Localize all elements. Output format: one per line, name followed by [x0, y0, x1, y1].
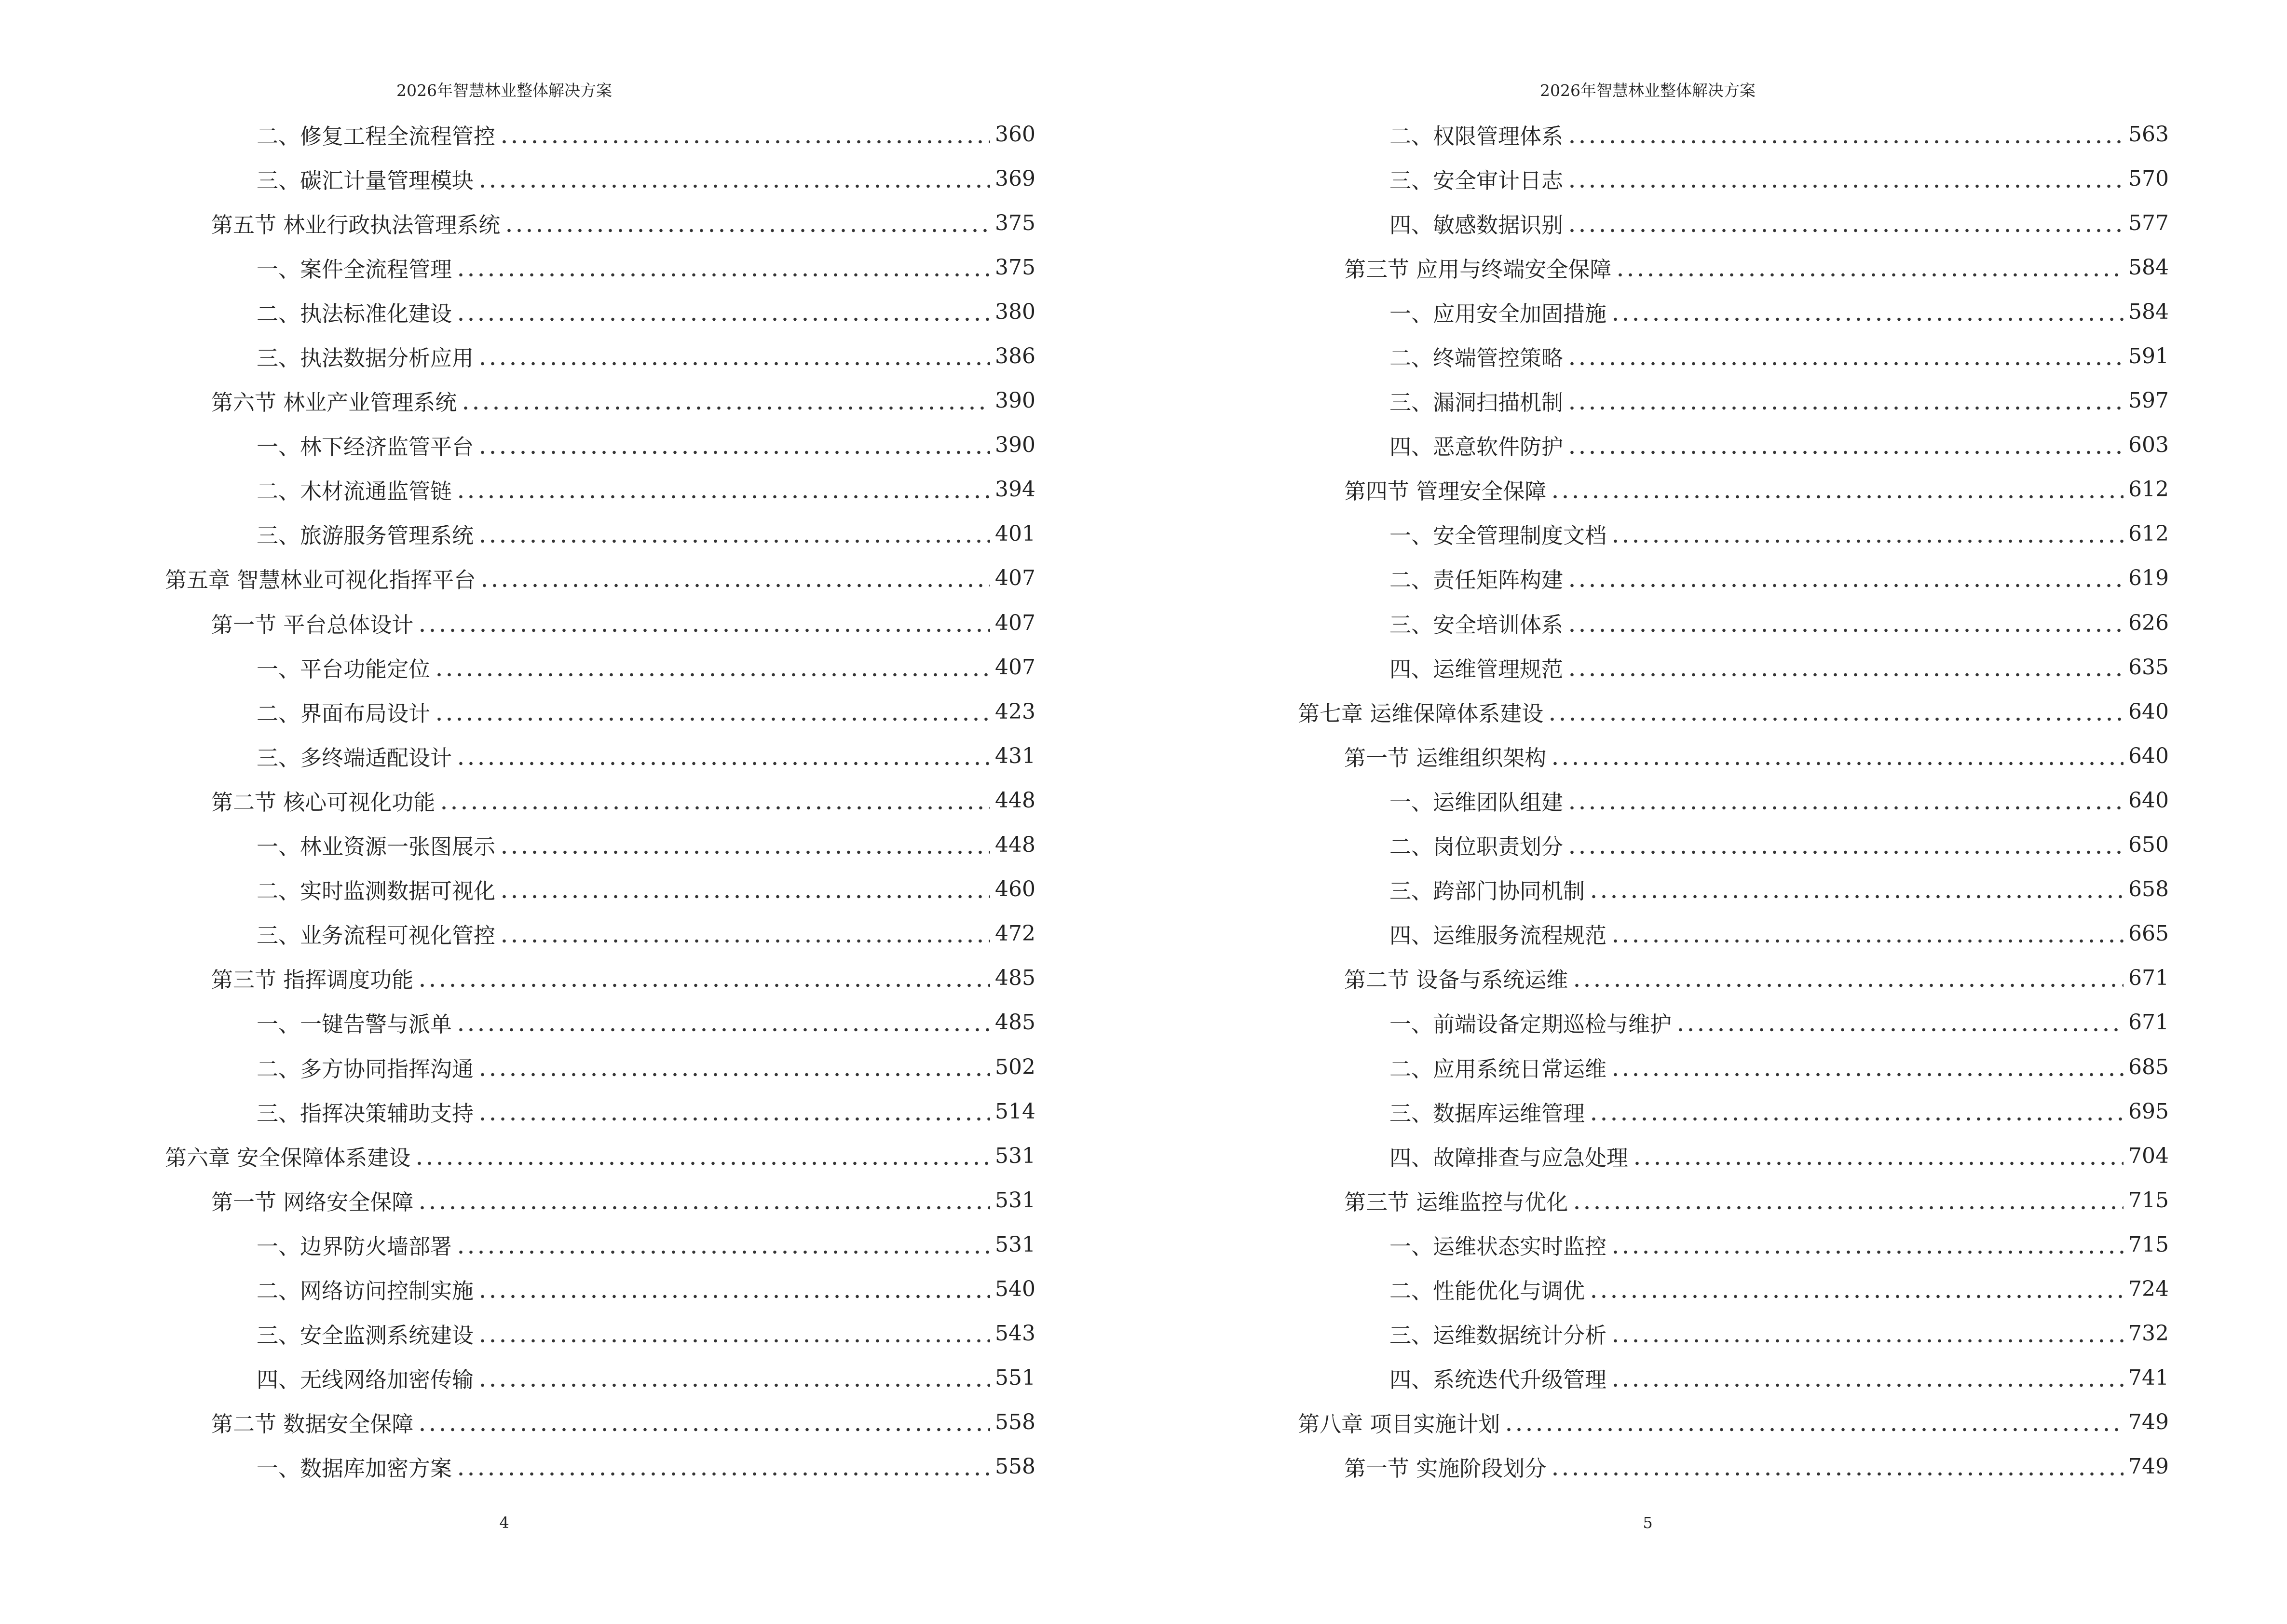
- toc-entry-page: 472: [995, 921, 1035, 946]
- toc-entry-page: 665: [2128, 921, 2169, 946]
- toc-entry-page: 570: [2128, 166, 2169, 191]
- toc-entry-label: 一、案件全流程管理: [257, 256, 452, 282]
- toc-chapter[interactable]: [1298, 689, 2169, 734]
- toc-entry-page: 375: [995, 255, 1035, 280]
- toc-entry-page: 603: [2128, 433, 2169, 458]
- toc-entry-page: 671: [2128, 1010, 2169, 1035]
- toc-entry-label: 一、运维状态实时监控: [1389, 1233, 1607, 1259]
- toc-entry-label: 二、权限管理体系: [1389, 123, 1564, 149]
- toc-entry-page: 612: [2128, 521, 2169, 546]
- dot-leader: [1567, 212, 2124, 234]
- toc-entry-page: 485: [995, 1010, 1035, 1035]
- toc-entry-page: 448: [995, 788, 1035, 813]
- toc-item[interactable]: [1298, 912, 2169, 956]
- dot-leader: [1567, 612, 2124, 634]
- toc-entry-label: 二、岗位职责划分: [1389, 834, 1564, 860]
- toc-entry-label: 一、林业资源一张图展示: [257, 834, 496, 860]
- toc-entry-page: 749: [2128, 1454, 2169, 1479]
- toc-entry-label: 二、责任矩阵构建: [1389, 567, 1564, 593]
- toc-item[interactable]: [165, 1000, 1035, 1045]
- dot-leader: [434, 701, 990, 723]
- dot-leader: [1615, 257, 2124, 278]
- toc-entry-page: 640: [2128, 743, 2169, 768]
- toc-entry-page: 394: [995, 477, 1035, 502]
- toc-entry-page: 597: [2128, 388, 2169, 413]
- dot-leader: [456, 745, 990, 767]
- toc-item[interactable]: [1298, 823, 2169, 867]
- toc-entry-page: 704: [2128, 1143, 2169, 1168]
- dot-leader: [434, 656, 990, 678]
- toc-entry-label: 二、木材流通监管链: [257, 478, 452, 505]
- toc-entry-label: 三、运维数据统计分析: [1389, 1323, 1607, 1349]
- toc-entry-label: 第八章 项目实施计划: [1298, 1411, 1500, 1437]
- dot-leader: [499, 834, 990, 856]
- toc-item[interactable]: [1298, 112, 2169, 156]
- dot-leader: [1610, 1234, 2124, 1256]
- toc-list: [1298, 112, 2169, 1489]
- toc-entry-label: 三、跨部门协同机制: [1389, 878, 1585, 904]
- dot-leader: [1572, 1189, 2124, 1211]
- toc-entry-label: 一、数据库加密方案: [257, 1456, 452, 1482]
- toc-entry-page: 407: [995, 655, 1035, 680]
- dot-leader: [1567, 390, 2124, 411]
- toc-item[interactable]: [165, 423, 1035, 467]
- toc-entry-label: 第二节 设备与系统运维: [1344, 967, 1568, 993]
- toc-entry-page: 640: [2128, 788, 2169, 813]
- dot-leader: [1567, 168, 2124, 190]
- toc-item[interactable]: [165, 512, 1035, 556]
- toc-entry-page: 650: [2128, 832, 2169, 858]
- toc-item[interactable]: [165, 334, 1035, 378]
- toc-item[interactable]: [1298, 1133, 2169, 1178]
- toc-entry-page: 724: [2128, 1276, 2169, 1301]
- toc-item[interactable]: [1298, 512, 2169, 556]
- dot-leader: [417, 1189, 990, 1211]
- toc-chapter[interactable]: [1298, 1400, 2169, 1445]
- toc-entry-page: 695: [2128, 1099, 2169, 1124]
- toc-entry-label: 四、无线网络加密传输: [257, 1367, 474, 1393]
- toc-item[interactable]: [165, 823, 1035, 867]
- toc-entry-page: 584: [2128, 299, 2169, 324]
- toc-chapter[interactable]: [165, 556, 1035, 600]
- dot-leader: [1567, 434, 2124, 456]
- toc-entry-label: 第六节 林业产业管理系统: [211, 390, 457, 416]
- dot-leader: [1550, 478, 2124, 500]
- toc-entry-page: 540: [995, 1276, 1035, 1301]
- toc-entry-label: 二、实时监测数据可视化: [257, 878, 496, 904]
- toc-entry-label: 第二节 核心可视化功能: [211, 789, 436, 815]
- toc-entry-page: 386: [995, 344, 1035, 369]
- toc-entry-label: 二、执法标准化建设: [257, 300, 452, 327]
- dot-leader: [477, 345, 990, 367]
- toc-entry-page: 741: [2128, 1365, 2169, 1391]
- toc-entry-label: 二、网络访问控制实施: [257, 1278, 474, 1304]
- toc-entry-label: 第一节 实施阶段划分: [1344, 1456, 1547, 1482]
- toc-entry-page: 658: [2128, 877, 2169, 902]
- toc-item[interactable]: [165, 1445, 1035, 1489]
- toc-entry-label: 三、安全审计日志: [1389, 167, 1564, 193]
- dot-leader: [1567, 656, 2124, 678]
- dot-leader: [1589, 878, 2124, 900]
- toc-entry-page: 531: [995, 1187, 1035, 1213]
- toc-entry-page: 423: [995, 699, 1035, 724]
- toc-entry-page: 591: [2128, 344, 2169, 369]
- toc-item[interactable]: [1298, 1267, 2169, 1311]
- toc-entry-label: 三、多终端适配设计: [257, 745, 452, 771]
- dot-leader: [417, 612, 990, 634]
- toc-entry-page: 584: [2128, 255, 2169, 280]
- toc-entry-page: 671: [2128, 966, 2169, 991]
- toc-entry-page: 380: [995, 299, 1035, 324]
- dot-leader: [456, 1456, 990, 1477]
- dot-leader: [477, 1278, 990, 1300]
- toc-entry-page: 715: [2128, 1187, 2169, 1213]
- page-number: 5: [1643, 1514, 1653, 1532]
- toc-entry-label: 三、安全培训体系: [1389, 612, 1564, 638]
- toc-item[interactable]: [165, 1222, 1035, 1267]
- toc-entry-label: 第三节 应用与终端安全保障: [1344, 256, 1612, 282]
- toc-item[interactable]: [165, 289, 1035, 334]
- toc-item[interactable]: [1298, 778, 2169, 822]
- toc-entry-label: 四、系统迭代升级管理: [1389, 1367, 1607, 1393]
- toc-section[interactable]: [165, 201, 1035, 245]
- toc-entry-label: 第六章 安全保障体系建设: [165, 1145, 411, 1171]
- toc-entry-label: 一、前端设备定期巡检与维护: [1389, 1011, 1672, 1037]
- toc-entry-label: 第五节 林业行政执法管理系统: [211, 212, 501, 238]
- dot-leader: [414, 1145, 990, 1167]
- toc-entry-page: 543: [995, 1321, 1035, 1346]
- toc-entry-page: 685: [2128, 1054, 2169, 1079]
- dot-leader: [477, 1101, 990, 1122]
- toc-item[interactable]: [1298, 1356, 2169, 1400]
- toc-entry-label: 三、数据库运维管理: [1389, 1100, 1585, 1126]
- dot-leader: [456, 257, 990, 278]
- dot-leader: [1610, 923, 2124, 944]
- toc-item[interactable]: [165, 467, 1035, 512]
- toc-entry-label: 二、多方协同指挥沟通: [257, 1056, 474, 1082]
- toc-entry-label: 一、应用安全加固措施: [1389, 300, 1607, 327]
- toc-entry-label: 二、界面布局设计: [257, 700, 431, 726]
- toc-item[interactable]: [165, 1089, 1035, 1133]
- toc-item[interactable]: [1298, 289, 2169, 334]
- toc-entry-label: 一、安全管理制度文档: [1389, 523, 1607, 549]
- toc-item[interactable]: [1298, 334, 2169, 378]
- dot-leader: [499, 923, 990, 944]
- dot-leader: [499, 123, 990, 145]
- toc-entry-page: 558: [995, 1410, 1035, 1435]
- toc-section[interactable]: [1298, 734, 2169, 778]
- toc-entry-label: 二、终端管控策略: [1389, 345, 1564, 371]
- page-right: [1144, 0, 2287, 1624]
- toc-entry-label: 第二节 数据安全保障: [211, 1411, 414, 1437]
- toc-entry-page: 551: [995, 1365, 1035, 1391]
- toc-item[interactable]: [1298, 645, 2169, 689]
- dot-leader: [477, 1056, 990, 1078]
- toc-entry-page: 635: [2128, 655, 2169, 680]
- toc-item[interactable]: [165, 645, 1035, 689]
- toc-entry-label: 第一节 平台总体设计: [211, 612, 414, 638]
- toc-entry-label: 三、安全监测系统建设: [257, 1323, 474, 1349]
- dot-leader: [477, 434, 990, 456]
- toc-item[interactable]: [165, 689, 1035, 734]
- toc-section[interactable]: [165, 379, 1035, 423]
- dot-leader: [1632, 1145, 2124, 1167]
- toc-item[interactable]: [1298, 600, 2169, 645]
- toc-entry-label: 第五章 智慧林业可视化指挥平台: [165, 567, 476, 593]
- toc-entry-label: 第一节 网络安全保障: [211, 1189, 414, 1215]
- toc-item[interactable]: [165, 1311, 1035, 1356]
- toc-section[interactable]: [165, 778, 1035, 822]
- dot-leader: [1589, 1101, 2124, 1122]
- toc-item[interactable]: [165, 245, 1035, 289]
- toc-entry-page: 612: [2128, 477, 2169, 502]
- toc-entry-label: 三、旅游服务管理系统: [257, 523, 474, 549]
- dot-leader: [1610, 1367, 2124, 1389]
- toc-entry-page: 732: [2128, 1321, 2169, 1346]
- dot-leader: [477, 1323, 990, 1344]
- page-number: 4: [499, 1514, 509, 1532]
- toc-entry-page: 375: [995, 210, 1035, 235]
- toc-entry-page: 619: [2128, 566, 2169, 591]
- dot-leader: [1610, 301, 2124, 323]
- toc-entry-label: 三、业务流程可视化管控: [257, 923, 496, 949]
- toc-item[interactable]: [1298, 423, 2169, 467]
- toc-entry-label: 第三节 运维监控与优化: [1344, 1189, 1568, 1215]
- toc-entry-page: 531: [995, 1143, 1035, 1168]
- toc-entry-label: 二、应用系统日常运维: [1389, 1056, 1607, 1082]
- toc-item[interactable]: [165, 734, 1035, 778]
- toc-entry-page: 360: [995, 122, 1035, 147]
- toc-item[interactable]: [165, 112, 1035, 156]
- dot-leader: [439, 790, 990, 811]
- dot-leader: [1567, 834, 2124, 856]
- toc-list: [165, 112, 1035, 1489]
- toc-entry-label: 三、漏洞扫描机制: [1389, 390, 1564, 416]
- dot-leader: [504, 212, 990, 234]
- dot-leader: [417, 1411, 990, 1433]
- dot-leader: [456, 1011, 990, 1033]
- toc-item[interactable]: [1298, 1222, 2169, 1267]
- toc-item[interactable]: [1298, 1089, 2169, 1133]
- dot-leader: [1567, 123, 2124, 145]
- toc-item[interactable]: [165, 912, 1035, 956]
- dot-leader: [461, 390, 990, 411]
- dot-leader: [1610, 523, 2124, 545]
- toc-entry-label: 三、执法数据分析应用: [257, 345, 474, 371]
- toc-section[interactable]: [165, 956, 1035, 1000]
- toc-entry-page: 640: [2128, 699, 2169, 724]
- toc-section[interactable]: [1298, 1445, 2169, 1489]
- toc-entry-page: 407: [995, 610, 1035, 635]
- toc-section[interactable]: [1298, 467, 2169, 512]
- toc-entry-page: 431: [995, 743, 1035, 768]
- toc-entry-page: 749: [2128, 1410, 2169, 1435]
- toc-item[interactable]: [1298, 379, 2169, 423]
- toc-section[interactable]: [1298, 1178, 2169, 1222]
- dot-leader: [1610, 1056, 2124, 1078]
- toc-item[interactable]: [1298, 1311, 2169, 1356]
- toc-entry-label: 一、运维团队组建: [1389, 789, 1564, 815]
- dot-leader: [456, 478, 990, 500]
- toc-item[interactable]: [165, 1356, 1035, 1400]
- toc-item[interactable]: [165, 156, 1035, 201]
- toc-entry-label: 一、平台功能定位: [257, 656, 431, 682]
- toc-item[interactable]: [1298, 1045, 2169, 1089]
- toc-entry-label: 三、指挥决策辅助支持: [257, 1100, 474, 1126]
- toc-entry-label: 一、林下经济监管平台: [257, 434, 474, 460]
- dot-leader: [1550, 745, 2124, 767]
- toc-item[interactable]: [165, 1267, 1035, 1311]
- dot-leader: [477, 1367, 990, 1389]
- toc-entry-label: 二、性能优化与调优: [1389, 1278, 1585, 1304]
- toc-entry-label: 第三节 指挥调度功能: [211, 967, 414, 993]
- toc-entry-page: 563: [2128, 122, 2169, 147]
- toc-entry-label: 四、恶意软件防护: [1389, 434, 1564, 460]
- toc-item[interactable]: [1298, 867, 2169, 912]
- toc-entry-page: 401: [995, 521, 1035, 546]
- toc-section[interactable]: [165, 600, 1035, 645]
- toc-entry-page: 390: [995, 388, 1035, 413]
- toc-entry-label: 第七章 运维保障体系建设: [1298, 700, 1544, 726]
- toc-section[interactable]: [1298, 956, 2169, 1000]
- toc-entry-label: 四、敏感数据识别: [1389, 212, 1564, 238]
- toc-entry-label: 第一节 运维组织架构: [1344, 745, 1547, 771]
- toc-entry-page: 514: [995, 1099, 1035, 1124]
- toc-entry-label: 一、边界防火墙部署: [257, 1233, 452, 1259]
- toc-entry-label: 四、运维管理规范: [1389, 656, 1564, 682]
- toc-item[interactable]: [165, 867, 1035, 912]
- dot-leader: [1675, 1011, 2124, 1033]
- dot-leader: [456, 1234, 990, 1256]
- dot-leader: [417, 967, 990, 989]
- dot-leader: [1504, 1411, 2124, 1433]
- toc-entry-page: 558: [995, 1454, 1035, 1479]
- toc-entry-page: 407: [995, 566, 1035, 591]
- dot-leader: [499, 878, 990, 900]
- dot-leader: [1589, 1278, 2124, 1300]
- dot-leader: [456, 301, 990, 323]
- toc-entry-page: 626: [2128, 610, 2169, 635]
- toc-entry-label: 一、一键告警与派单: [257, 1011, 452, 1037]
- toc-item[interactable]: [165, 1045, 1035, 1089]
- toc-entry-page: 577: [2128, 210, 2169, 235]
- toc-entry-page: 460: [995, 877, 1035, 902]
- toc-entry-label: 四、故障排查与应急处理: [1389, 1145, 1629, 1171]
- dot-leader: [477, 523, 990, 545]
- toc-item[interactable]: [1298, 556, 2169, 600]
- dot-leader: [1547, 701, 2124, 723]
- toc-entry-label: 三、碳汇计量管理模块: [257, 167, 474, 193]
- toc-entry-label: 四、运维服务流程规范: [1389, 923, 1607, 949]
- dot-leader: [1567, 790, 2124, 811]
- toc-entry-label: 第四节 管理安全保障: [1344, 478, 1547, 505]
- toc-item[interactable]: [1298, 156, 2169, 201]
- toc-section[interactable]: [1298, 245, 2169, 289]
- dot-leader: [1567, 345, 2124, 367]
- toc-entry-page: 369: [995, 166, 1035, 191]
- dot-leader: [1572, 967, 2124, 989]
- dot-leader: [1567, 567, 2124, 589]
- page-header: 2026年智慧林业整体解决方案: [396, 81, 612, 100]
- toc-section[interactable]: [165, 1178, 1035, 1222]
- toc-entry-page: 715: [2128, 1232, 2169, 1257]
- toc-chapter[interactable]: [165, 1133, 1035, 1178]
- page-header: 2026年智慧林业整体解决方案: [1540, 81, 1756, 100]
- toc-entry-page: 485: [995, 966, 1035, 991]
- dot-leader: [1610, 1323, 2124, 1344]
- toc-entry-label: 二、修复工程全流程管控: [257, 123, 496, 149]
- dot-leader: [1550, 1456, 2124, 1477]
- toc-entry-page: 390: [995, 433, 1035, 458]
- dot-leader: [479, 567, 990, 589]
- toc-entry-page: 448: [995, 832, 1035, 858]
- toc-item[interactable]: [1298, 1000, 2169, 1045]
- toc-item[interactable]: [1298, 201, 2169, 245]
- toc-section[interactable]: [165, 1400, 1035, 1445]
- toc-entry-page: 531: [995, 1232, 1035, 1257]
- toc-entry-page: 502: [995, 1054, 1035, 1079]
- dot-leader: [477, 168, 990, 190]
